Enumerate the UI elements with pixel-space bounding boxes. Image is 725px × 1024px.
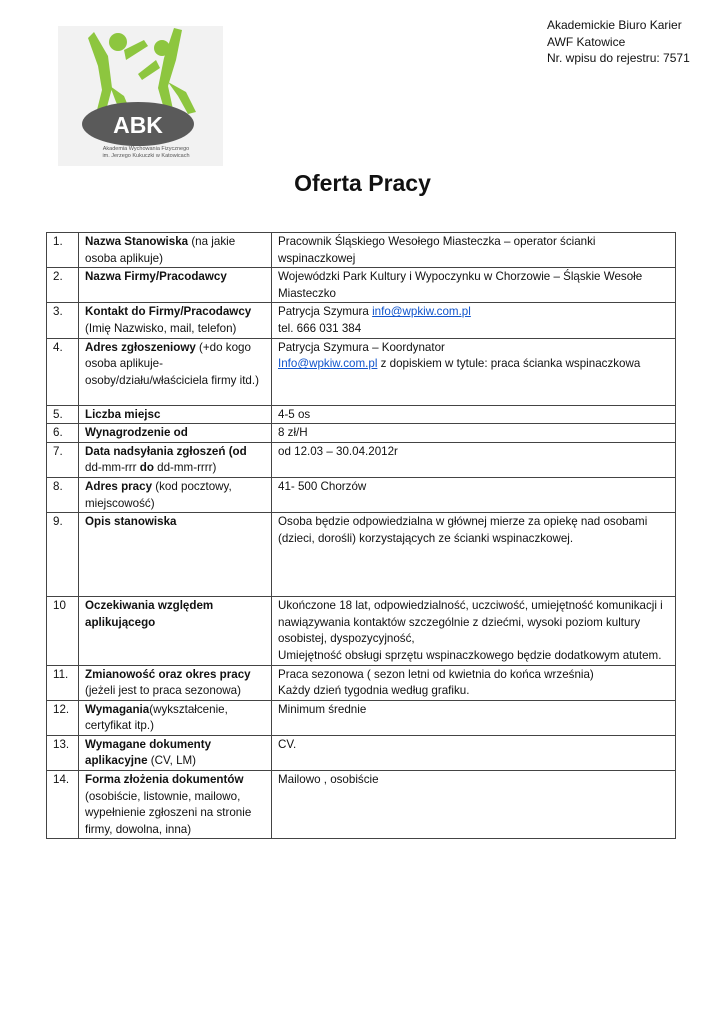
row-value <box>272 597 676 665</box>
application-email-link[interactable]: Info@wpkiw.com.pl <box>278 357 378 371</box>
row-number: 2. <box>47 268 79 303</box>
application-note: z dopiskiem w tytule: praca ścianka wspinaczkowa <box>377 357 641 371</box>
row-number: 7. <box>47 442 79 477</box>
table-row <box>47 735 676 770</box>
table-row <box>47 303 676 338</box>
table-row <box>47 442 676 477</box>
row-label: Forma złożenia dokumentów (osobiście, listownie, mailowo, wypełnienie zgłoszeni na stronie firmy, dowolna, inna) <box>79 771 272 839</box>
contact-name: Patrycja Szymura <box>278 305 373 319</box>
table-row <box>47 424 676 443</box>
row-value: Mailowo , osobiście <box>272 771 676 839</box>
row-value: Wojewódzki Park Kultury i Wypoczynku w Chorzowie – Śląskie Wesołe Miasteczko <box>272 268 676 303</box>
row-value <box>272 303 676 338</box>
row-label: Liczba miejsc <box>79 405 272 424</box>
season-info: Praca sezonowa ( sezon letni od kwietnia do końca września) <box>278 667 594 681</box>
row-value: Osoba będzie odpowiedzialna w głównej mierze za opiekę nad osobami (dzieci, dorośli) korzystających ze ścianki wspinaczkowej. <box>272 513 676 597</box>
row-number: 8. <box>47 477 79 512</box>
org-name: Akademickie Biuro Karier <box>547 18 682 32</box>
row-label: Nazwa Stanowiska (na jakie osoba aplikuje) <box>79 233 272 268</box>
contact-phone: tel. 666 031 384 <box>278 321 362 335</box>
table-row <box>47 268 676 303</box>
row-value <box>272 665 676 700</box>
table-row <box>47 513 676 597</box>
schedule-info: Każdy dzień tygodnia według grafiku. <box>278 684 470 698</box>
application-contact: Patrycja Szymura – Koordynator <box>278 340 445 354</box>
table-row <box>47 477 676 512</box>
org-city: AWF Katowice <box>547 34 626 49</box>
row-value: Pracownik Śląskiego Wesołego Miasteczka – operator ścianki wspinaczkowej <box>272 233 676 268</box>
registry-number: Nr. wpisu do rejestru: 7571 <box>547 51 690 65</box>
row-value: 8 zł/H <box>272 424 676 443</box>
row-label: Wymagania(wykształcenie, certyfikat itp.) <box>79 700 272 735</box>
row-label: Wynagrodzenie od <box>79 424 272 443</box>
row-number: 4. <box>47 338 79 405</box>
abk-logo <box>58 26 223 166</box>
row-label: Nazwa Firmy/Pracodawcy <box>79 268 272 303</box>
row-number: 11. <box>47 665 79 700</box>
row-number: 12. <box>47 700 79 735</box>
page-title: Oferta Pracy <box>294 170 431 196</box>
organization-header <box>547 17 690 67</box>
row-number: 3. <box>47 303 79 338</box>
job-offer-table <box>46 232 676 839</box>
row-number: 9. <box>47 513 79 597</box>
logo-caption <box>86 146 206 160</box>
table-row <box>47 405 676 424</box>
row-label: Wymagane dokumenty aplikacyjne (CV, LM) <box>79 735 272 770</box>
row-number: 5. <box>47 405 79 424</box>
row-label: Adres zgłoszeniowy (+do kogo osoba aplikuje- osoby/działu/właściciela firmy itd.) <box>79 338 272 405</box>
row-label: Data nadsyłania zgłoszeń (od dd-mm-rrr do dd-mm-rrrr) <box>79 442 272 477</box>
row-number: 10 <box>47 597 79 665</box>
table-row <box>47 597 676 665</box>
logo-text: ABK <box>113 112 163 138</box>
row-value: 4-5 os <box>272 405 676 424</box>
table-row <box>47 665 676 700</box>
row-number: 14. <box>47 771 79 839</box>
requirements-bonus: Umiejętność obsługi sprzętu wspinaczkowego będzie dodatkowym atutem. <box>278 648 662 662</box>
row-label: Oczekiwania względem aplikującego <box>79 597 272 665</box>
row-label: Zmianowość oraz okres pracy (jeżeli jest to praca sezonowa) <box>79 665 272 700</box>
row-value <box>272 338 676 405</box>
requirements-text: Ukończone 18 lat, odpowiedzialność, uczciwość, umiejętność komunikacji i nawiązywania kontaktów szczególnie z dziećmi, wysoki poziom kultury osobistej, dyspozycyjność, <box>278 599 663 646</box>
row-label: Kontakt do Firmy/Pracodawcy (Imię Nazwisko, mail, telefon) <box>79 303 272 338</box>
row-value: Minimum średnie <box>272 700 676 735</box>
row-value: CV. <box>272 735 676 770</box>
row-number: 1. <box>47 233 79 268</box>
row-value: 41- 500 Chorzów <box>272 477 676 512</box>
logo-caption-line2: im. Jerzego Kukuczki w Katowicach <box>102 153 190 159</box>
table-row <box>47 233 676 268</box>
row-label: Adres pracy (kod pocztowy, miejscowość) <box>79 477 272 512</box>
table-row <box>47 700 676 735</box>
row-number: 6. <box>47 424 79 443</box>
table-row <box>47 771 676 839</box>
row-label: Opis stanowiska <box>79 513 272 597</box>
row-value: od 12.03 – 30.04.2012r <box>272 442 676 477</box>
table-row <box>47 338 676 405</box>
row-number: 13. <box>47 735 79 770</box>
logo-caption-line1: Akademia Wychowania Fizycznego <box>102 146 190 152</box>
contact-email-link[interactable]: info@wpkiw.com.pl <box>372 305 471 319</box>
